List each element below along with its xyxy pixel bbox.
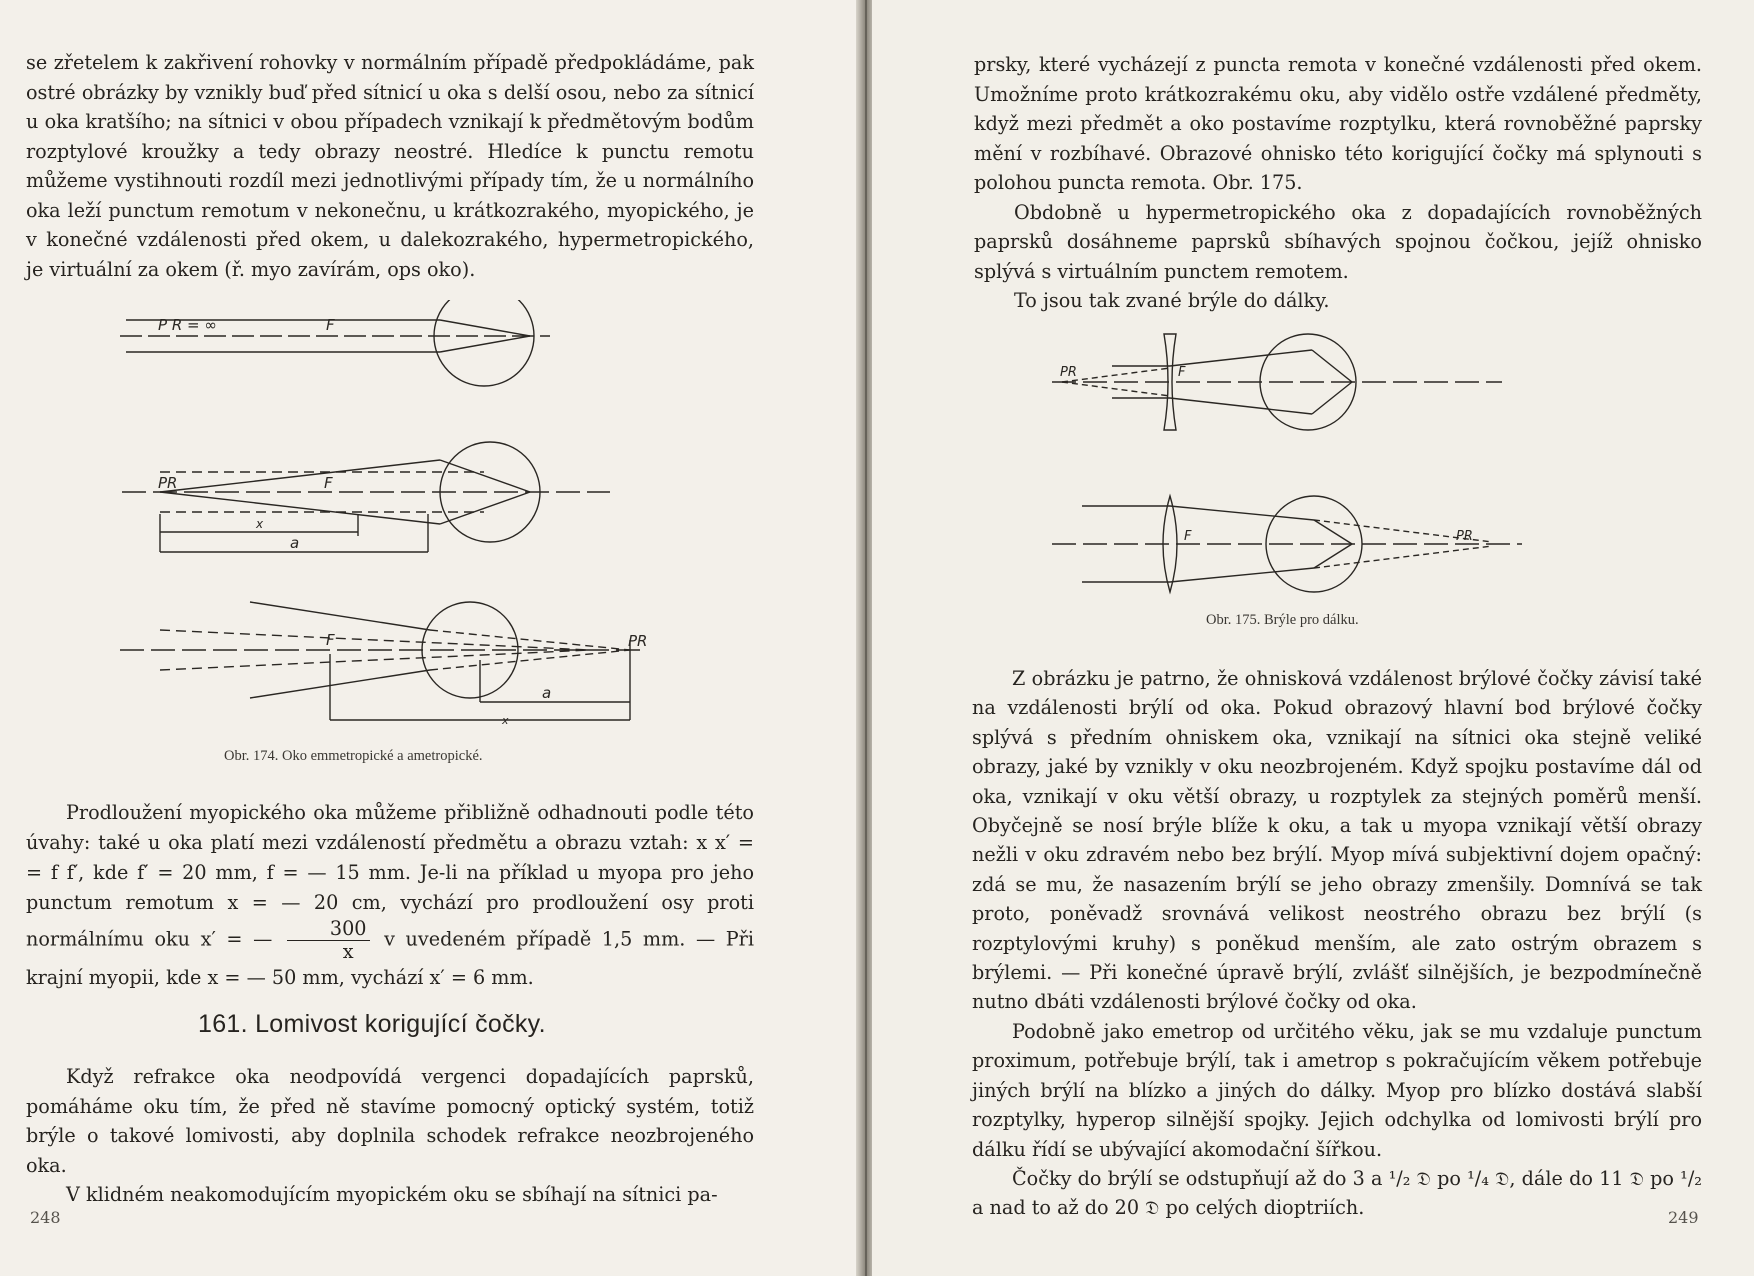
fraction-numerator: 300 [287, 918, 370, 941]
fig174-caption: Obr. 174. Oko emmetropické a ametropické. [224, 748, 483, 764]
right-paragraph-4-text: Z obrázku je patrno, že ohnisková vzdálenost brýlové čočky závisí také na vzdálenosti brýlí od oka. Pokud obrazový hlavní bod brýlové čočky splývá s předním ohniskem oka, vznikají na sítnici oka stejně veliké obrazy, jaké by vznikly v oku neozbrojeném. Když spojku postavíme dál od oka, vznikají v oku větší obrazy, u rozptylek za stejných poměrů menší. Obyčejně se nosí brýle blíže k oku, a tak u myopa vznikají větší obrazy nežli v oku zdravém nebo bez brýlí. Myop mívá subjektivní dojem opačný: zdá se mu, že nasazením brýlí se jeho obrazy zmenšily. Domnívá se tak proto, poněvadž srovnává velikost neostrého obrazu bez brýlí (s rozptylovými kruhy) s poněkud menším, ale zato ostrým obrazem s brýlemi. — Při konečné úpravě brýlí, zvlášť silnějších, je bezpodmínečně nutno dbáti vzdálenosti brýlové čočky od oka. [972, 667, 1702, 1014]
left-paragraph-2-part-a: Prodloužení myopického oka můžeme přibližně odhadnouti podle této úvahy: také u oka platí mezi vzdáleností předmětu a obrazu vztah: x x′ = = f f′, kde f′ = 20 mm, f = — 15 mm. Je-li na příklad u myopa pro jeho punctum remotum x = — 20 cm, vychází pro prodloužení osy proti normálnímu oku x′ = — [26, 801, 754, 951]
right-paragraph-1 [974, 50, 1702, 316]
page-number-left: 248 [30, 1208, 61, 1227]
label-f-1: F [326, 316, 335, 334]
fig175-caption: Obr. 175. Brýle pro dálku. [1206, 612, 1359, 628]
label-x-2: x [256, 517, 264, 531]
figure-175 [1052, 320, 1532, 600]
label-pr-infinity: P R = ∞ [158, 316, 217, 334]
label-f-bottom: F [1184, 529, 1192, 544]
label-pr-2: PR [158, 474, 178, 492]
right-paragraph-3-text: To jsou tak zvané brýle do dálky. [1014, 289, 1330, 312]
label-x-3: x [502, 714, 509, 727]
label-f-top: F [1178, 365, 1186, 380]
right-paragraph-5-text: Podobně jako emetrop od určitého věku, jak se mu vzdaluje punctum proximum, potřebuje brýlí, tak i ametrop s pokračujícím věkem potřebuje jiných brýlí na blízko a jiných do dálky. Myop pro blízko dostává slabší rozptylky, hyperop silnější spojky. Jejich odchylka od lomivosti brýlí pro dálku řídí se ubývající akomodační šířkou. [972, 1019, 1702, 1161]
label-pr-bottom: PR [1456, 529, 1473, 544]
label-a-2: a [290, 534, 300, 552]
figure-174 [100, 300, 660, 730]
label-f-2: F [324, 474, 333, 492]
left-page [0, 0, 860, 1276]
page-number-right: 249 [1668, 1208, 1699, 1227]
right-page [872, 0, 1754, 1276]
left-paragraph-4-text: V klidném neakomodujícím myopickém oku se sbíhají na sítnici pa- [66, 1183, 718, 1206]
left-paragraph-2-part-b: v uvedeném případě 1,5 mm. — Při krajní myopii, kde x = — 50 mm, vychází x′ = 6 mm. [26, 927, 754, 989]
fraction [287, 918, 370, 963]
left-paragraph-3 [26, 1062, 754, 1210]
label-pr-top: PR [1060, 365, 1077, 380]
left-paragraph-1 [26, 48, 754, 284]
label-pr-3: PR [628, 632, 648, 650]
label-a-3: a [542, 684, 552, 702]
label-f-3: F [326, 631, 335, 649]
fraction-denominator: x [342, 940, 354, 963]
right-paragraph-1-text: prsky, které vycházejí z puncta remota v konečné vzdálenosti před okem. Umožníme proto krátkozrakému oku, aby vidělo ostře vzdálené předměty, když mezi předmět a oko postavíme rozptylku, která rovnoběžné paprsky mění v rozbíhavé. Obrazové ohnisko této korigující čočky má splynouti s polohou puncta remota. Obr. 175. [974, 53, 1702, 194]
left-paragraph-3-text: Když refrakce oka neodpovídá vergenci dopadajících paprsků, pomáháme oku tím, že před ně stavíme pomocný optický systém, totiž brýle o takové lomivosti, aby doplnila schodek refrakce neozbrojeného oka. [26, 1065, 754, 1177]
left-paragraph-1-text: se zřetelem k zakřivení rohovky v normálním případě předpokládáme, pak ostré obrázky by vznikly buď před sítnicí u oka s delší osou, nebo za sítnicí u oka kratšího; na sítnici v obou případech vznikají k předmětovým bodům rozptylové kroužky a tedy obrazy neostré. Hledíce k punctu remotu můžeme vystihnouti rozdíl mezi jednotlivými případy tím, že u normálního oka leží punctum remotum v nekonečnu, u krátkozrakého, myopického, je v konečné vzdálenosti před okem, u dalekozrakého, hypermetropického, je virtuální za okem (ř. myo zavírám, ops oko). [26, 51, 754, 281]
right-paragraph-6-text: Čočky do brýlí se odstupňují až do 3 a ¹/₂ 𝔇 po ¹/₄ 𝔇, dále do 11 𝔇 po ¹/₂ a nad to až do 20 𝔇 po celých dioptriích. [972, 1166, 1702, 1220]
left-paragraph-2 [26, 798, 754, 993]
section-heading: 161. Lomivost korigující čočky. [198, 1010, 546, 1038]
right-paragraph-4 [972, 664, 1702, 1223]
right-paragraph-2-text: Obdobně u hypermetropického oka z dopadajících rovnoběžných paprsků dosáhneme paprsků sbíhavých spojnou čočkou, jejíž ohnisko splývá s virtuálním punctem remotem. [974, 200, 1702, 283]
